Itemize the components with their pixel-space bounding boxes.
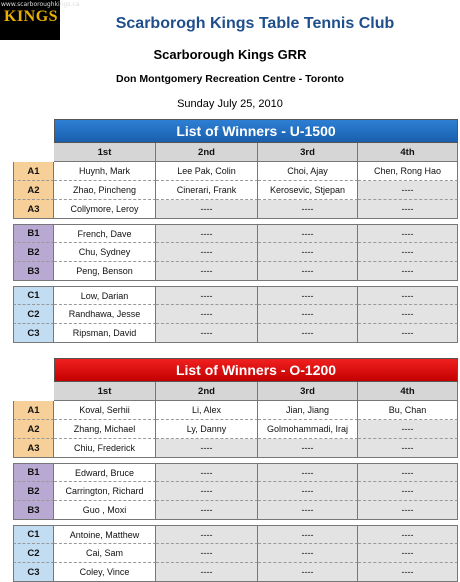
winner-cell: ----	[358, 482, 458, 501]
winner-cell: Guo , Moxi	[54, 501, 156, 520]
row-label: C1	[13, 525, 54, 544]
column-header-2nd: 2nd	[156, 143, 258, 162]
winner-cell: Cinerari, Frank	[156, 181, 258, 200]
corner-spacer	[13, 143, 54, 162]
winner-cell: Cai, Sam	[54, 544, 156, 563]
row-label: C1	[13, 286, 54, 305]
winner-cell: ----	[358, 501, 458, 520]
row-label: C3	[13, 324, 54, 343]
winner-cell: ----	[156, 305, 258, 324]
column-header-4th: 4th	[358, 382, 458, 401]
winner-cell: ----	[258, 563, 358, 582]
winner-cell: ----	[156, 286, 258, 305]
corner-spacer	[13, 358, 54, 382]
winner-cell: ----	[258, 544, 358, 563]
row-label: C2	[13, 544, 54, 563]
winner-cell: Jian, Jiang	[258, 401, 358, 420]
winner-cell: ----	[156, 501, 258, 520]
winner-cell: ----	[358, 286, 458, 305]
winner-cell: ----	[258, 482, 358, 501]
winner-cell: ----	[258, 243, 358, 262]
winner-cell: ----	[258, 324, 358, 343]
winner-cell: ----	[258, 286, 358, 305]
winner-cell: ----	[358, 200, 458, 219]
winners-table-u1500	[13, 119, 459, 343]
winner-cell: Chiu, Frederick	[54, 439, 156, 458]
winner-cell: Choi, Ajay	[258, 162, 358, 181]
column-header-1st: 1st	[54, 382, 156, 401]
winner-cell: ----	[358, 243, 458, 262]
winner-cell: ----	[156, 243, 258, 262]
winner-cell: ----	[358, 324, 458, 343]
row-label: B3	[13, 262, 54, 281]
row-label: A1	[13, 162, 54, 181]
row-label: B2	[13, 482, 54, 501]
row-label: B2	[13, 243, 54, 262]
winner-cell: Zhang, Michael	[54, 420, 156, 439]
winner-cell: Ripsman, David	[54, 324, 156, 343]
column-header-3rd: 3rd	[258, 143, 358, 162]
page-title: Scarborogh Kings Table Tennis Club	[115, 15, 395, 32]
row-label: B3	[13, 501, 54, 520]
winner-cell: ----	[258, 262, 358, 281]
column-header-4th: 4th	[358, 143, 458, 162]
corner-spacer	[13, 119, 54, 143]
winner-cell: ----	[358, 525, 458, 544]
row-label: A3	[13, 200, 54, 219]
row-label: B1	[13, 463, 54, 482]
row-label: C2	[13, 305, 54, 324]
winner-cell: Peng, Benson	[54, 262, 156, 281]
row-label: A2	[13, 181, 54, 200]
table-banner: List of Winners - O-1200	[54, 358, 458, 382]
column-header-1st: 1st	[54, 143, 156, 162]
winner-cell: Golmohammadi, Iraj	[258, 420, 358, 439]
winner-cell: French, Dave	[54, 224, 156, 243]
winner-cell: ----	[358, 181, 458, 200]
winner-cell: ----	[258, 200, 358, 219]
winner-cell: ----	[258, 501, 358, 520]
winner-cell: ----	[258, 305, 358, 324]
winner-cell: Li, Alex	[156, 401, 258, 420]
winner-cell: Antoine, Matthew	[54, 525, 156, 544]
winner-cell: ----	[258, 439, 358, 458]
row-label: A2	[13, 420, 54, 439]
logo-url: www.scarboroughkings.ca	[1, 1, 80, 8]
winner-cell: ----	[156, 525, 258, 544]
winner-cell: ----	[258, 525, 358, 544]
winner-cell: ----	[258, 224, 358, 243]
corner-spacer	[13, 382, 54, 401]
winner-cell: Chen, Rong Hao	[358, 162, 458, 181]
winner-cell: Zhao, Pincheng	[54, 181, 156, 200]
row-label: A1	[13, 401, 54, 420]
winner-cell: ----	[258, 463, 358, 482]
winner-cell: ----	[358, 439, 458, 458]
winner-cell: ----	[156, 324, 258, 343]
winner-cell: Lee Pak, Colin	[156, 162, 258, 181]
winner-cell: Kerosevic, Stjepan	[258, 181, 358, 200]
winner-cell: Collymore, Leroy	[54, 200, 156, 219]
winner-cell: Koval, Serhii	[54, 401, 156, 420]
winner-cell: Low, Darian	[54, 286, 156, 305]
winner-cell: Chu, Sydney	[54, 243, 156, 262]
winner-cell: ----	[358, 563, 458, 582]
winner-cell: ----	[358, 305, 458, 324]
winner-cell: Coley, Vince	[54, 563, 156, 582]
winner-cell: ----	[156, 224, 258, 243]
winner-cell: Carrington, Richard	[54, 482, 156, 501]
logo-wordmark: KINGS	[4, 8, 59, 25]
winner-cell: ----	[358, 544, 458, 563]
winner-cell: ----	[358, 420, 458, 439]
winner-cell: Ly, Danny	[156, 420, 258, 439]
winner-cell: ----	[156, 439, 258, 458]
date-line: Sunday July 25, 2010	[177, 98, 283, 110]
row-label: A3	[13, 439, 54, 458]
winner-cell: ----	[358, 463, 458, 482]
page-subtitle: Scarborough Kings GRR	[153, 47, 307, 62]
winner-cell: Bu, Chan	[358, 401, 458, 420]
winners-table-o1200	[13, 358, 459, 582]
venue-line: Don Montgomery Recreation Centre - Toronto	[116, 73, 344, 85]
winner-cell: ----	[156, 544, 258, 563]
table-banner: List of Winners - U-1500	[54, 119, 458, 143]
column-header-2nd: 2nd	[156, 382, 258, 401]
winner-cell: Huynh, Mark	[54, 162, 156, 181]
winner-cell: ----	[156, 463, 258, 482]
row-label: C3	[13, 563, 54, 582]
winner-cell: Edward, Bruce	[54, 463, 156, 482]
winner-cell: ----	[358, 224, 458, 243]
winner-cell: ----	[358, 262, 458, 281]
winner-cell: ----	[156, 262, 258, 281]
row-label: B1	[13, 224, 54, 243]
winner-cell: ----	[156, 200, 258, 219]
winner-cell: ----	[156, 563, 258, 582]
winner-cell: Randhawa, Jesse	[54, 305, 156, 324]
column-header-3rd: 3rd	[258, 382, 358, 401]
winner-cell: ----	[156, 482, 258, 501]
